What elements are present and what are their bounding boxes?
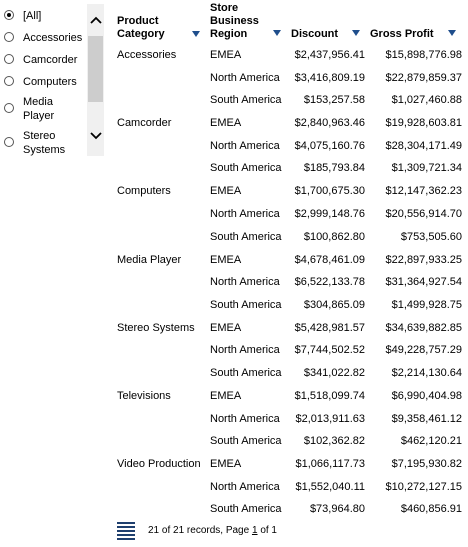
- scroll-thumb[interactable]: [88, 36, 103, 102]
- filter-option-all[interactable]: [4, 9, 41, 23]
- gross-profit-cell: $22,879,859.37: [385, 72, 462, 84]
- discount-cell: $5,428,981.57: [294, 322, 365, 334]
- region-cell: South America: [210, 94, 282, 106]
- gross-profit-cell: $1,027,460.88: [391, 94, 462, 106]
- sort-desc-icon[interactable]: [273, 30, 281, 36]
- sort-desc-icon[interactable]: [448, 30, 456, 36]
- gross-profit-cell: $15,898,776.98: [385, 49, 462, 61]
- discount-cell: $102,362.82: [303, 435, 365, 447]
- gross-profit-cell: $20,556,914.70: [385, 208, 462, 220]
- filter-option-label: Accessories: [23, 32, 83, 44]
- region-cell: South America: [210, 231, 282, 243]
- filter-option-label: [All]: [23, 10, 42, 22]
- header-discount[interactable]: Discount: [291, 28, 339, 40]
- region-cell: South America: [210, 299, 282, 311]
- scroll-up-button[interactable]: [87, 8, 104, 32]
- filter-option-label: Computers: [23, 76, 77, 88]
- category-cell: Stereo Systems: [117, 322, 195, 334]
- category-cell: Camcorder: [117, 117, 172, 129]
- header-product-category[interactable]: Product Category: [117, 15, 165, 40]
- sort-desc-icon[interactable]: [192, 31, 200, 37]
- gross-profit-cell: $22,897,933.25: [385, 254, 462, 266]
- discount-cell: $2,840,963.46: [294, 117, 365, 129]
- scroll-down-button[interactable]: [87, 124, 104, 148]
- chevron-up-icon: [90, 16, 102, 24]
- region-cell: North America: [210, 72, 280, 84]
- filter-option-label: Media Player: [23, 96, 55, 122]
- region-cell: EMEA: [210, 117, 242, 129]
- filter-option-stereo-systems[interactable]: [4, 129, 75, 157]
- discount-cell: $153,257.58: [303, 94, 365, 106]
- region-cell: South America: [210, 435, 282, 447]
- region-cell: North America: [210, 276, 280, 288]
- records-text: 21 of 21 records, Page: [148, 525, 250, 536]
- gross-profit-cell: $7,195,930.82: [391, 458, 462, 470]
- gross-profit-cell: $1,309,721.34: [391, 162, 462, 174]
- gross-profit-cell: $6,990,404.98: [391, 390, 462, 402]
- sort-desc-icon[interactable]: [352, 30, 360, 36]
- header-store-business-region[interactable]: Store Business Region: [210, 2, 259, 40]
- filter-option-computers[interactable]: [4, 75, 77, 89]
- discount-cell: $2,437,956.41: [294, 49, 365, 61]
- gross-profit-cell: $19,928,603.81: [385, 117, 462, 129]
- category-cell: Media Player: [117, 254, 182, 266]
- filter-option-label: Stereo Systems: [23, 130, 66, 156]
- region-cell: EMEA: [210, 185, 242, 197]
- region-cell: EMEA: [210, 322, 242, 334]
- header-gross-profit[interactable]: Gross Profit: [370, 28, 434, 40]
- discount-cell: $1,066,117.73: [295, 458, 365, 470]
- region-cell: EMEA: [210, 49, 242, 61]
- current-page-link[interactable]: 1: [251, 525, 258, 536]
- region-cell: South America: [210, 367, 282, 379]
- gross-profit-cell: $10,272,127.15: [385, 481, 462, 493]
- gross-profit-cell: $460,856.91: [400, 503, 462, 515]
- radio-button[interactable]: [4, 137, 14, 147]
- discount-cell: $3,416,809.19: [294, 72, 365, 84]
- region-cell: South America: [210, 162, 282, 174]
- discount-cell: $1,518,099.74: [294, 390, 365, 402]
- region-cell: EMEA: [210, 390, 242, 402]
- gross-profit-cell: $462,120.21: [400, 435, 462, 447]
- radio-button[interactable]: [4, 54, 14, 64]
- filter-option-accessories[interactable]: [4, 31, 82, 45]
- category-cell: Video Production: [117, 458, 201, 470]
- filter-option-label: Camcorder: [23, 54, 78, 66]
- discount-cell: $304,865.09: [303, 299, 365, 311]
- gross-profit-cell: $12,147,362.23: [385, 185, 462, 197]
- filter-option-camcorder[interactable]: [4, 53, 77, 67]
- region-cell: South America: [210, 503, 282, 515]
- filter-scrollbar[interactable]: [87, 4, 104, 156]
- discount-cell: $341,022.82: [303, 367, 365, 379]
- discount-cell: $7,744,502.52: [294, 344, 365, 356]
- discount-cell: $185,793.84: [303, 162, 365, 174]
- chevron-down-icon: [90, 132, 102, 140]
- filter-option-media-player[interactable]: [4, 95, 75, 123]
- radio-button[interactable]: [4, 76, 14, 86]
- discount-cell: $2,013,911.63: [295, 413, 365, 425]
- gross-profit-cell: $1,499,928.75: [391, 299, 462, 311]
- gross-profit-cell: $753,505.60: [400, 231, 462, 243]
- region-cell: EMEA: [210, 254, 242, 266]
- discount-cell: $73,964.80: [309, 503, 365, 515]
- region-cell: North America: [210, 413, 280, 425]
- radio-button[interactable]: [4, 32, 14, 42]
- discount-cell: $1,700,675.30: [294, 185, 365, 197]
- gross-profit-cell: $31,364,927.54: [385, 276, 462, 288]
- discount-cell: $4,075,160.76: [294, 140, 365, 152]
- gross-profit-cell: $34,639,882.85: [385, 322, 462, 334]
- discount-cell: $1,552,040.11: [295, 481, 365, 493]
- gross-profit-cell: $28,304,171.49: [385, 140, 462, 152]
- discount-cell: $2,999,148.76: [294, 208, 365, 220]
- gross-profit-cell: $9,358,461.12: [391, 413, 462, 425]
- category-cell: Accessories: [117, 49, 177, 61]
- discount-cell: $100,862.80: [303, 231, 365, 243]
- radio-button[interactable]: [4, 10, 14, 20]
- category-filter-panel: [0, 0, 106, 162]
- region-cell: North America: [210, 140, 280, 152]
- region-cell: North America: [210, 481, 280, 493]
- discount-cell: $4,678,461.09: [294, 254, 365, 266]
- region-cell: North America: [210, 344, 280, 356]
- gross-profit-cell: $2,214,130.64: [391, 367, 462, 379]
- category-cell: Computers: [117, 185, 171, 197]
- discount-cell: $6,522,133.78: [294, 276, 365, 288]
- gross-profit-cell: $49,228,757.29: [385, 344, 462, 356]
- pager-icon[interactable]: [117, 522, 135, 540]
- page-total-text: of 1: [260, 525, 277, 536]
- radio-button[interactable]: [4, 103, 14, 113]
- record-count-status: [148, 525, 277, 536]
- region-cell: EMEA: [210, 458, 242, 470]
- region-cell: North America: [210, 208, 280, 220]
- category-cell: Televisions: [117, 390, 171, 402]
